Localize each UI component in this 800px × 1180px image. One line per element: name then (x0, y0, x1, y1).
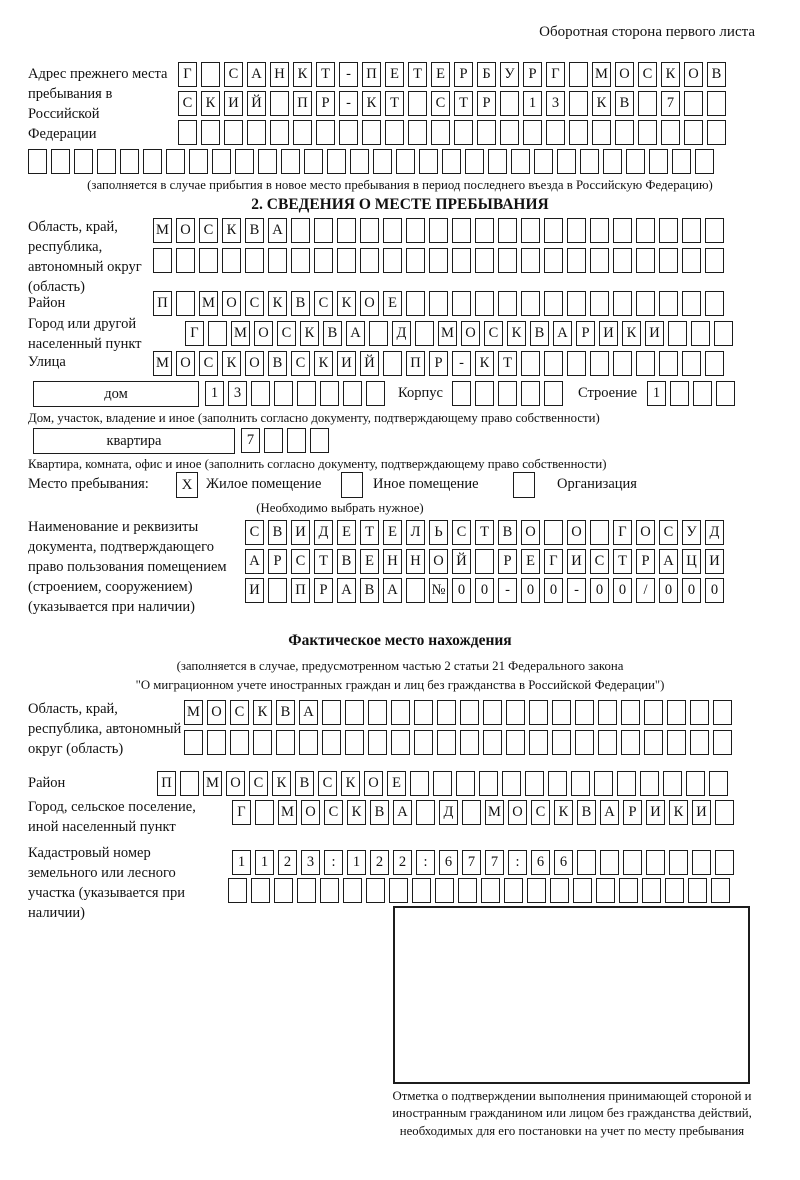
document-row-2[interactable]: А Р С Т В Е Н Н О Й Р Е Г И С Т Р А Ц И (245, 549, 724, 574)
checkbox-zhiloe[interactable]: X (176, 472, 198, 498)
option-inoe-label: Иное помещение (373, 476, 479, 492)
actual-location-note-1: (заполняется в случае, предусмотренном частью 2 статьи 21 Федерального закона (176, 659, 624, 673)
checkbox-inoe[interactable] (341, 472, 363, 498)
document-row-3[interactable]: И П Р А В А № 0 0 - 0 0 - 0 0 / 0 0 0 (245, 578, 724, 603)
cadastre-label: Кадастровый номер земельного или лесного участка (указывается при наличии) (28, 845, 185, 921)
apartment-box-label: квартира (33, 428, 235, 454)
actual-city-label: Город, сельское поселение, иной населенный пункт (28, 799, 196, 835)
district-label: Район (28, 295, 66, 311)
region-label: Область, край, республика, автономный округ (область) (28, 219, 142, 295)
stroenie-label: Строение (578, 385, 638, 401)
street-row[interactable]: М О С К О В С К И Й П Р - К Т (153, 351, 724, 376)
prev-address-row-1[interactable]: Г С А Н К Т - П Е Т Е Р Б У Р Г М О С К О В (178, 62, 726, 87)
house-note: Дом, участок, владение и иное (заполнить согласно документу, подтверждающему право собственности) (28, 411, 600, 425)
house-number-cells[interactable]: 1 3 (205, 381, 385, 406)
actual-location-note-2: "О миграционном учете иностранных граждан и лиц без гражданства в Российской Федерации") (135, 678, 665, 692)
street-label: Улица (28, 354, 66, 370)
actual-region-row-1[interactable]: М О С К В А (184, 700, 732, 725)
actual-city-row[interactable]: Г М О С К В А Д М О С К В А Р И К И (232, 800, 734, 825)
page-side-note: Оборотная сторона первого листа (539, 24, 755, 40)
cadastre-row-2[interactable] (228, 878, 730, 903)
option-organizaciya-label: Организация (557, 476, 637, 492)
city-label: Город или другой населенный пункт (28, 316, 142, 352)
actual-region-row-2[interactable] (184, 730, 732, 755)
actual-district-row[interactable]: П М О С К В С К О Е (157, 771, 728, 796)
prev-address-label: Адрес прежнего места пребывания в Российской Федерации (28, 66, 168, 142)
prev-address-note: (заполняется в случае прибытия в новое место пребывания в период последнего въезда в Российскую Федерацию) (87, 178, 713, 192)
document-label: Наименование и реквизиты документа, подтверждающего право пользования помещением (строением, сооружением) (указывается при наличии) (28, 519, 227, 615)
confirmation-stamp-box (393, 906, 750, 1084)
section2-title: 2. СВЕДЕНИЯ О МЕСТЕ ПРЕБЫВАНИЯ (251, 196, 549, 213)
korpus-label: Корпус (398, 385, 443, 401)
district-row[interactable]: П М О С К В С К О Е (153, 291, 724, 316)
option-zhiloe-label: Жилое помещение (206, 476, 322, 492)
prev-address-row-2[interactable]: С К И Й П Р - К Т С Т Р 1 3 К В 7 (178, 91, 726, 116)
apartment-note: Квартира, комната, офис и иное (заполнить согласно документу, подтверждающему право собственности) (28, 457, 607, 471)
city-row[interactable]: Г М О С К В А Д М О С К В А Р И К И (185, 321, 733, 346)
checkbox-organizaciya[interactable] (513, 472, 535, 498)
actual-location-title: Фактическое место нахождения (288, 632, 512, 649)
cadastre-row-1[interactable]: 1 1 2 3 : 1 2 2 : 6 7 7 : 6 6 (232, 850, 734, 875)
region-row-1[interactable]: М О С К В А (153, 218, 724, 243)
stamp-note: Отметка о подтверждении выполнения принимающей стороной и иностранным гражданином или лицом без гражданства действий, необходимых для его постановки на учет по месту пребывания (392, 1089, 752, 1138)
actual-district-label: Район (28, 775, 66, 791)
apartment-cells[interactable]: 7 (241, 428, 329, 453)
stroenie-cells[interactable]: 1 (647, 381, 735, 406)
actual-region-label: Область, край, республика, автономный округ (область) (28, 701, 182, 757)
region-row-2[interactable] (153, 248, 724, 273)
house-box-label: дом (33, 381, 199, 407)
korpus-cells[interactable] (452, 381, 563, 406)
place-type-note: (Необходимо выбрать нужное) (256, 501, 424, 515)
prev-address-row-3[interactable] (178, 120, 726, 145)
prev-address-row-4[interactable] (28, 149, 714, 174)
document-row-1[interactable]: С В И Д Е Т Е Л Ь С Т В О О Г О С У Д (245, 520, 724, 545)
place-type-label: Место пребывания: (28, 476, 149, 492)
